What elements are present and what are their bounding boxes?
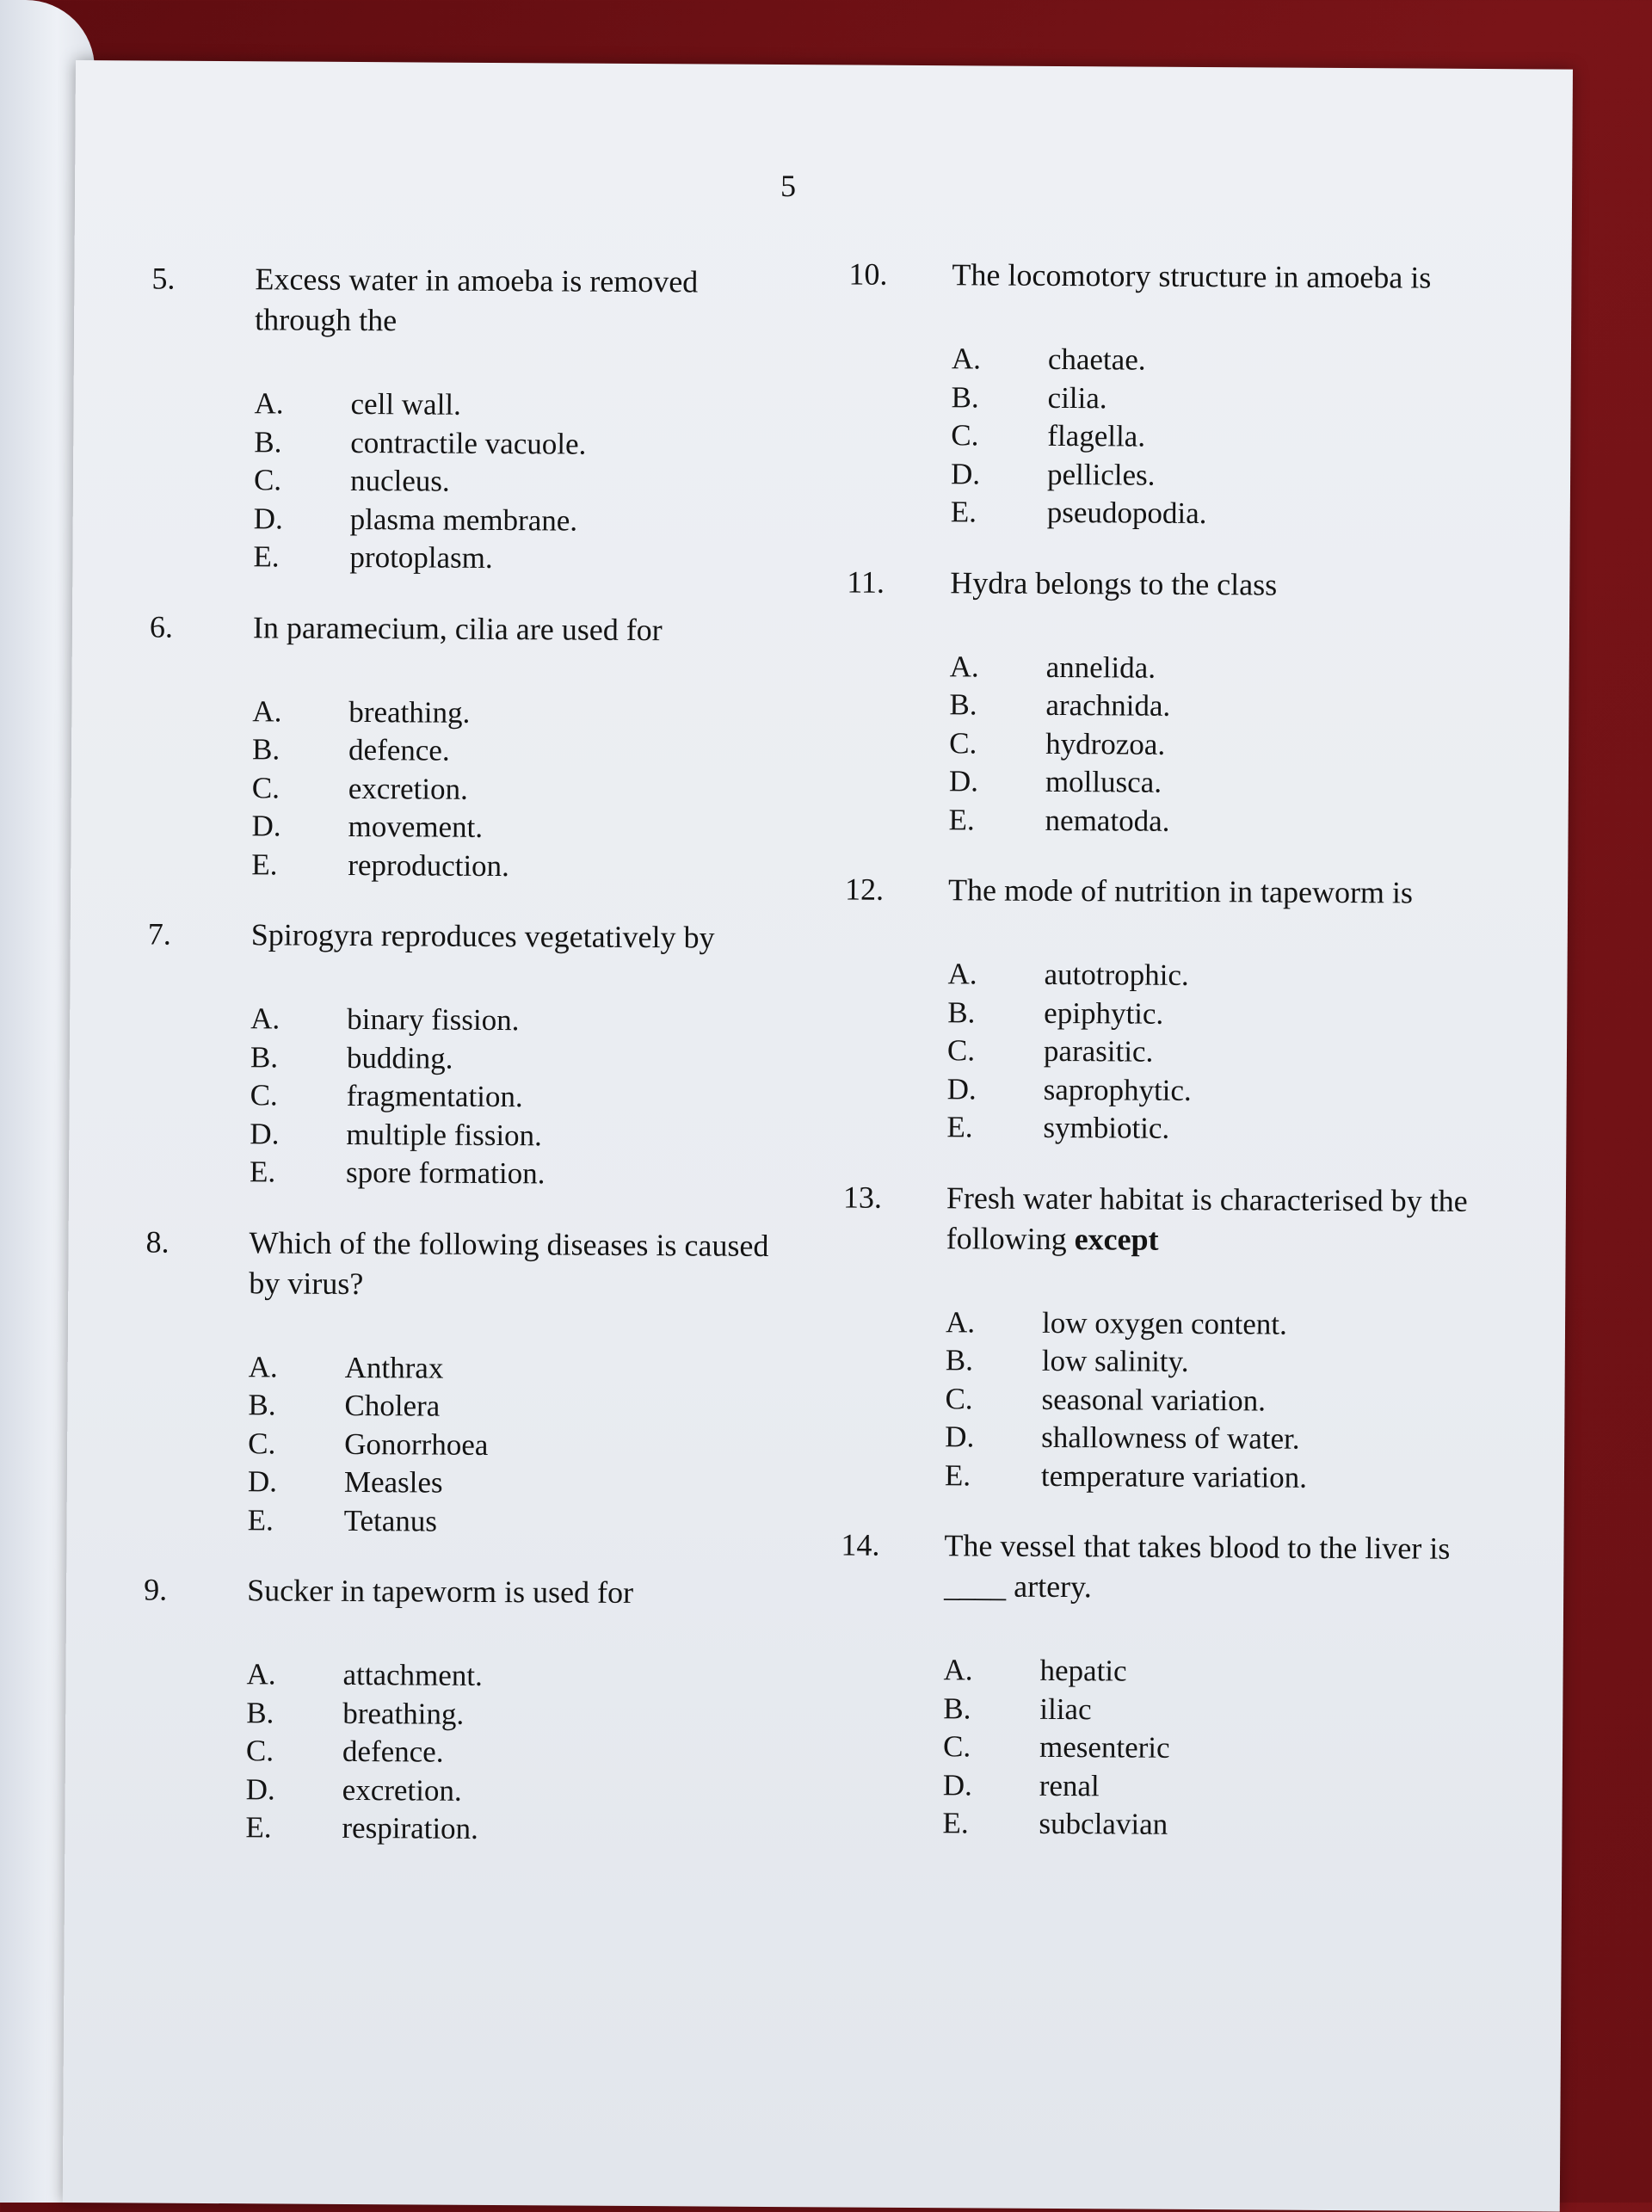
option-letter: B.: [250, 1039, 279, 1074]
option-text: low oxygen content.: [1041, 1305, 1287, 1341]
option-letter: C.: [253, 463, 282, 497]
option-letter: A.: [254, 386, 284, 421]
option-b: [947, 994, 1481, 1035]
question-number: 5.: [151, 261, 176, 296]
option-list: [942, 1651, 1476, 1845]
question-number: 7.: [147, 916, 171, 952]
option-list: [948, 648, 1482, 842]
option-e: [942, 1804, 1476, 1845]
option-letter: A.: [949, 649, 979, 683]
question-stem: The mode of nutrition in tapeworm is: [948, 872, 1414, 910]
option-letter: C.: [245, 1734, 274, 1768]
question-stem: Which of the following diseases is caused by virus?: [249, 1224, 769, 1301]
question-number: 11.: [847, 564, 885, 600]
option-text: defence.: [348, 732, 450, 767]
option-letter: B.: [949, 687, 977, 722]
option-text: mesenteric: [1039, 1729, 1170, 1765]
question-stem: [946, 1178, 1481, 1262]
option-text: protoplasm.: [349, 539, 493, 575]
question-stem: Spirogyra reproduces vegetatively by: [250, 917, 715, 955]
option-letter: B.: [254, 424, 282, 459]
option-d: [250, 1115, 783, 1156]
option-letter: D.: [251, 809, 281, 843]
option-letter: D.: [942, 1767, 972, 1802]
option-list: [251, 693, 786, 887]
option-letter: E.: [251, 847, 278, 881]
exam-page: [63, 60, 1573, 2212]
option-letter: C.: [248, 1426, 276, 1460]
option-letter: E.: [950, 495, 977, 529]
option-e: [250, 1153, 783, 1194]
option-text: fragmentation.: [346, 1078, 523, 1114]
option-d: [943, 1766, 1476, 1808]
option-text: pseudopodia.: [1046, 495, 1207, 531]
option-text: hydrozoa.: [1045, 726, 1166, 761]
option-c: [947, 1032, 1481, 1073]
option-text: flagella.: [1047, 418, 1146, 453]
option-d: [246, 1771, 780, 1812]
option-c: [949, 724, 1482, 766]
option-letter: E.: [948, 802, 975, 836]
option-c: [951, 416, 1484, 458]
option-b: [248, 1386, 781, 1427]
option-e: [951, 493, 1484, 534]
option-text: mollusca.: [1045, 764, 1162, 799]
question-stem: In paramecium, cilia are used for: [252, 609, 663, 647]
question-6: [148, 607, 786, 887]
question-number: 10.: [848, 256, 888, 292]
question-9: [142, 1570, 780, 1851]
option-letter: B.: [945, 1343, 974, 1377]
option-letter: E.: [245, 1810, 272, 1845]
option-list: [250, 1000, 784, 1194]
option-c: [248, 1425, 781, 1466]
option-text: symbiotic.: [1043, 1110, 1170, 1145]
question-stem-main: Fresh water habitat is characterised by the following: [946, 1180, 1468, 1256]
option-text: autotrophic.: [1044, 957, 1189, 992]
question-7: [146, 915, 785, 1195]
option-text: Tetanus: [343, 1503, 438, 1538]
option-d: [248, 1463, 781, 1504]
option-text: spore formation.: [345, 1155, 546, 1191]
option-text: saprophytic.: [1043, 1072, 1192, 1107]
option-letter: A.: [951, 342, 982, 376]
question-number: 6.: [149, 609, 174, 644]
option-letter: D.: [253, 501, 283, 535]
option-text: multiple fission.: [346, 1117, 542, 1152]
option-text: temperature variation.: [1040, 1458, 1308, 1494]
option-d: [254, 500, 787, 541]
question-stem-emphasis: except: [1074, 1221, 1159, 1257]
option-text: movement.: [348, 809, 484, 844]
option-letter: D.: [247, 1464, 278, 1499]
option-c: [246, 1732, 780, 1773]
question-stem: The vessel that takes blood to the liver is ____ artery.: [944, 1528, 1451, 1605]
option-letter: E.: [247, 1502, 274, 1537]
option-text: plasma membrane.: [349, 502, 578, 538]
question-stem: The locomotory structure in amoeba is: [952, 257, 1432, 295]
option-text: shallowness of water.: [1041, 1420, 1300, 1456]
option-text: arachnida.: [1045, 687, 1171, 723]
option-letter: E.: [944, 1457, 971, 1492]
option-text: cilia.: [1047, 380, 1107, 415]
option-e: [245, 1808, 779, 1850]
option-d: [251, 807, 785, 848]
option-letter: B.: [251, 732, 280, 767]
option-a: [946, 1303, 1479, 1345]
option-text: reproduction.: [348, 847, 509, 883]
option-text: parasitic.: [1043, 1033, 1154, 1069]
option-list: [253, 385, 787, 579]
option-text: breathing.: [342, 1696, 465, 1731]
option-letter: C.: [946, 1033, 976, 1068]
question-number: 9.: [144, 1572, 168, 1607]
option-e: [945, 1457, 1478, 1498]
option-text: budding.: [346, 1040, 453, 1075]
option-a: [950, 648, 1483, 689]
option-c: [250, 1076, 784, 1118]
option-a: [254, 385, 787, 426]
option-b: [943, 1690, 1476, 1731]
option-b: [254, 423, 787, 465]
right-column: [839, 254, 1485, 1876]
option-text: renal: [1039, 1768, 1100, 1802]
option-e: [248, 1501, 781, 1543]
option-letter: D.: [250, 1116, 280, 1150]
option-e: [946, 1108, 1480, 1149]
question-8: [145, 1222, 783, 1543]
option-a: [947, 955, 1481, 996]
question-13: [841, 1177, 1480, 1498]
option-letter: B.: [951, 379, 979, 414]
question-number: 12.: [845, 872, 885, 907]
option-letter: B.: [246, 1695, 274, 1729]
option-c: [945, 1380, 1478, 1421]
option-a: [250, 1000, 784, 1041]
question-number: 13.: [842, 1179, 883, 1215]
option-letter: C.: [942, 1729, 971, 1764]
option-text: excretion.: [348, 771, 468, 806]
option-letter: C.: [951, 418, 979, 453]
option-letter: A.: [250, 1001, 280, 1036]
option-letter: A.: [252, 693, 282, 728]
option-letter: D.: [945, 1420, 975, 1454]
question-stem: Hydra belongs to the class: [950, 564, 1278, 602]
option-text: nucleus.: [349, 463, 450, 498]
option-letter: A.: [246, 1657, 276, 1691]
option-d: [949, 762, 1482, 804]
option-c: [254, 461, 787, 502]
option-text: Anthrax: [344, 1350, 444, 1385]
option-letter: B.: [947, 995, 976, 1029]
option-b: [946, 1341, 1479, 1383]
option-b: [949, 686, 1482, 727]
question-11: [845, 562, 1483, 842]
option-letter: D.: [245, 1771, 275, 1806]
option-a: [249, 1348, 782, 1389]
option-text: contractile vacuole.: [350, 425, 587, 461]
option-e: [948, 801, 1482, 842]
question-number: 14.: [841, 1527, 880, 1562]
option-d: [947, 1070, 1481, 1112]
option-a: [252, 693, 786, 734]
option-letter: C.: [251, 770, 280, 804]
option-list: [248, 1348, 782, 1543]
option-text: annelida.: [1045, 650, 1156, 685]
option-text: defence.: [342, 1734, 444, 1769]
option-letter: A.: [945, 1304, 976, 1339]
question-12: [843, 869, 1482, 1149]
option-letter: E.: [946, 1110, 973, 1144]
option-text: excretion.: [342, 1772, 462, 1808]
option-text: breathing.: [348, 694, 471, 730]
option-text: chaetae.: [1047, 342, 1146, 377]
option-e: [253, 538, 786, 579]
option-c: [943, 1728, 1476, 1769]
option-letter: A.: [947, 957, 977, 991]
option-letter: C.: [945, 1381, 973, 1415]
option-text: subclavian: [1039, 1806, 1168, 1841]
option-letter: C.: [949, 725, 977, 760]
option-text: iliac: [1039, 1691, 1092, 1726]
option-letter: B.: [248, 1388, 276, 1422]
page-number: 5: [780, 169, 797, 204]
option-b: [951, 379, 1484, 420]
option-letter: C.: [250, 1078, 278, 1112]
question-10: [848, 254, 1486, 534]
option-b: [250, 1038, 784, 1080]
option-text: respiration.: [342, 1810, 479, 1845]
option-a: [943, 1651, 1476, 1692]
option-a: [952, 340, 1485, 381]
question-5: [150, 259, 788, 580]
option-c: [252, 769, 786, 810]
option-text: Measles: [343, 1464, 443, 1500]
option-text: epiphytic.: [1044, 995, 1164, 1031]
option-b: [252, 730, 786, 772]
question-stem: Sucker in tapeworm is used for: [247, 1573, 634, 1610]
option-text: low salinity.: [1041, 1343, 1189, 1378]
option-d: [951, 455, 1484, 496]
option-text: cell wall.: [350, 386, 461, 422]
option-letter: E.: [942, 1806, 969, 1840]
option-e: [251, 846, 785, 887]
option-text: pellicles.: [1046, 457, 1156, 492]
option-list: [946, 955, 1481, 1149]
option-text: attachment.: [342, 1657, 483, 1692]
option-letter: D.: [946, 1071, 977, 1106]
option-d: [945, 1418, 1478, 1459]
option-letter: D.: [948, 764, 979, 798]
option-list: [945, 1303, 1479, 1498]
option-text: Cholera: [344, 1388, 441, 1423]
option-letter: A.: [943, 1653, 973, 1687]
option-list: [951, 340, 1485, 534]
question-stem: Excess water in amoeba is removed through the: [255, 262, 699, 338]
question-number: 8.: [145, 1224, 170, 1260]
option-text: seasonal variation.: [1041, 1382, 1267, 1417]
left-column: [142, 259, 788, 1882]
option-letter: E.: [253, 539, 280, 574]
option-text: hepatic: [1039, 1653, 1127, 1688]
option-text: Gonorrhoea: [344, 1426, 489, 1462]
option-a: [246, 1655, 780, 1697]
question-14: [839, 1525, 1477, 1845]
option-letter: D.: [950, 456, 981, 490]
option-letter: E.: [249, 1155, 276, 1189]
option-letter: A.: [248, 1349, 278, 1383]
option-letter: B.: [943, 1691, 971, 1725]
option-b: [246, 1694, 780, 1735]
option-text: binary fission.: [347, 1001, 520, 1038]
option-list: [245, 1655, 780, 1850]
option-text: nematoda.: [1045, 803, 1170, 838]
